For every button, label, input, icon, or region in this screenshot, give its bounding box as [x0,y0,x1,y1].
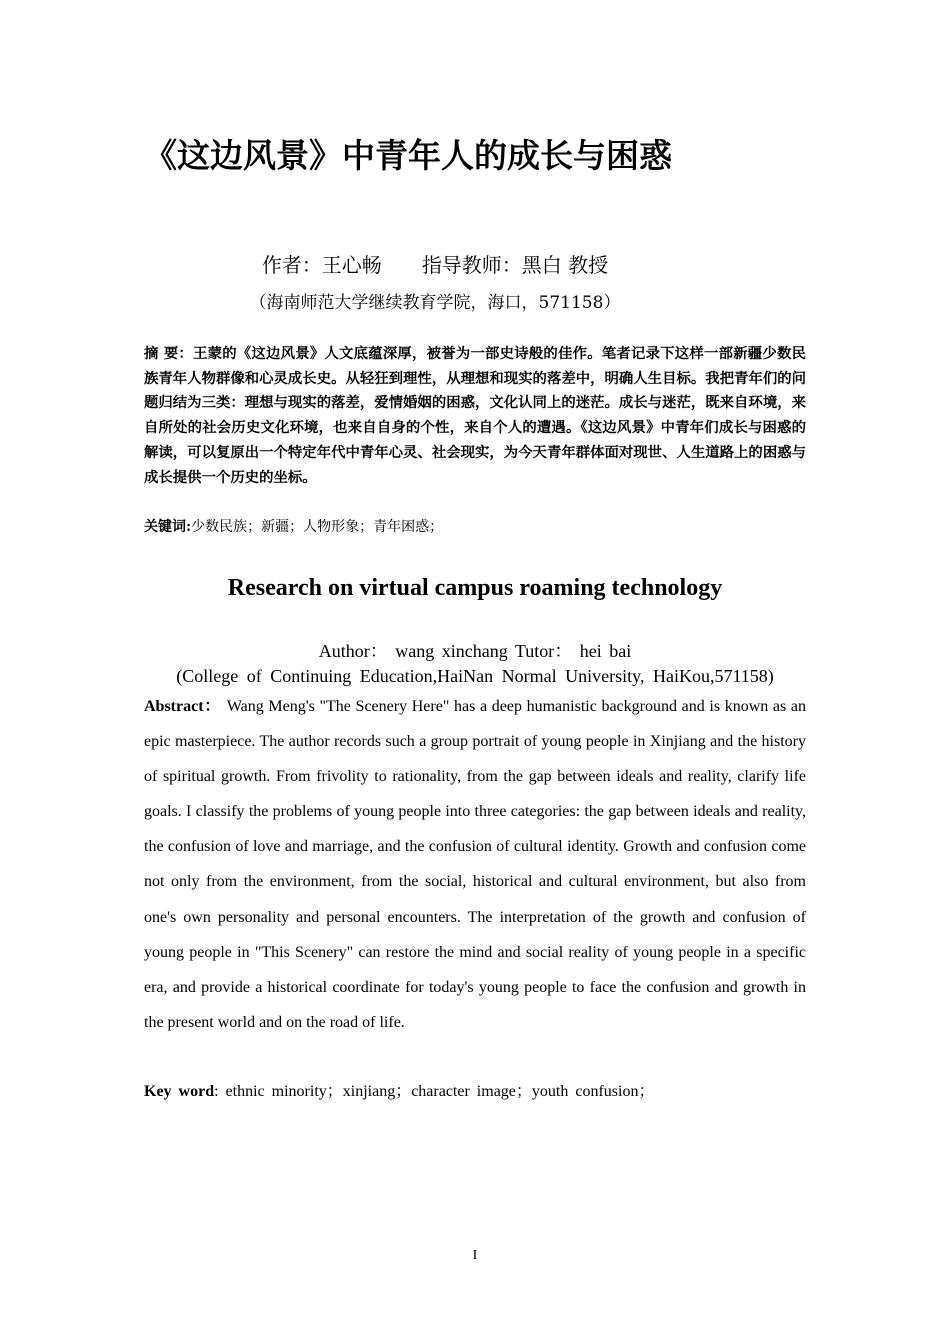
chinese-author: 作者：王心畅 [261,253,382,277]
chinese-title: 《这边风景》中青年人的成长与困惑 [144,136,672,175]
chinese-abstract-text: 王蒙的《这边风景》人文底蕴深厚，被誉为一部史诗般的佳作。笔者记录下这样一部新疆少数民族青年人物群像和心灵成长史。从轻狂到理性，从理想和现实的落差中，明确人生目标。我把青年们的问题归结为三类：理想与现实的落差，爱情婚姻的困惑，文化认同上的迷茫。成长与迷茫，既来自环境，来自所处的社会历史文化环境，也来自自身的个性，来自个人的遭遇。《这边风景》中青年们成长与困惑的解读，可以复原出一个特定年代中青年心灵、社会现实，为今天青年群体面对现世、人生道路上的困惑与成长提供一个历史的坐标。 [144,345,806,486]
page-number: I [472,1248,478,1263]
chinese-keywords [144,515,806,539]
chinese-author-line [0,251,870,279]
english-affiliation: (College of Continuing Education,HaiNan Normal University, HaiKou,571158) [176,666,774,686]
english-abstract [144,689,806,1040]
english-keywords [144,1079,806,1105]
chinese-abstract-label: 摘 要： [144,345,194,362]
chinese-keywords-label: 关键词: [144,519,192,535]
english-keywords-text: : ethnic minority；xinjiang；character image；youth confusion； [214,1083,655,1100]
chinese-abstract [144,342,806,490]
english-author-line: Author： wang xinchang Tutor： hei bai [318,641,632,661]
chinese-keywords-text: 少数民族；新疆；人物形象；青年困惑； [191,519,444,535]
english-abstract-text: Wang Meng's "The Scenery Here" has a deep humanistic background and is known as an epic masterpiece. The author records such a group portrait of young people in Xinjiang and the history of spiritual growth. From frivolity to rationality, from the gap between ideals and reality, clarify life goals. I classify the problems of young people into three categories: the gap between ideals and reality, the confusion of love and marriage, and the confusion of cultural identity. Growth and confusion come not only from the environment, from the social, historical and cultural environment, but also from one's own personality and personal encounters. The interpretation of the growth and confusion of young people in "This Scenery" can restore the mind and social reality of young people in a specific era, and provide a historical coordinate for today's young people to face the confusion and growth in the present world and on the road of life. [144,698,806,1031]
english-abstract-label: Abstract： [144,698,221,715]
english-title: Research on virtual campus roaming technology [227,575,723,601]
english-keywords-label: Key word [144,1083,215,1100]
chinese-affiliation: （海南师范大学继续教育学院，海口，571158） [249,293,621,313]
chinese-advisor: 指导教师：黑白 教授 [421,253,609,277]
